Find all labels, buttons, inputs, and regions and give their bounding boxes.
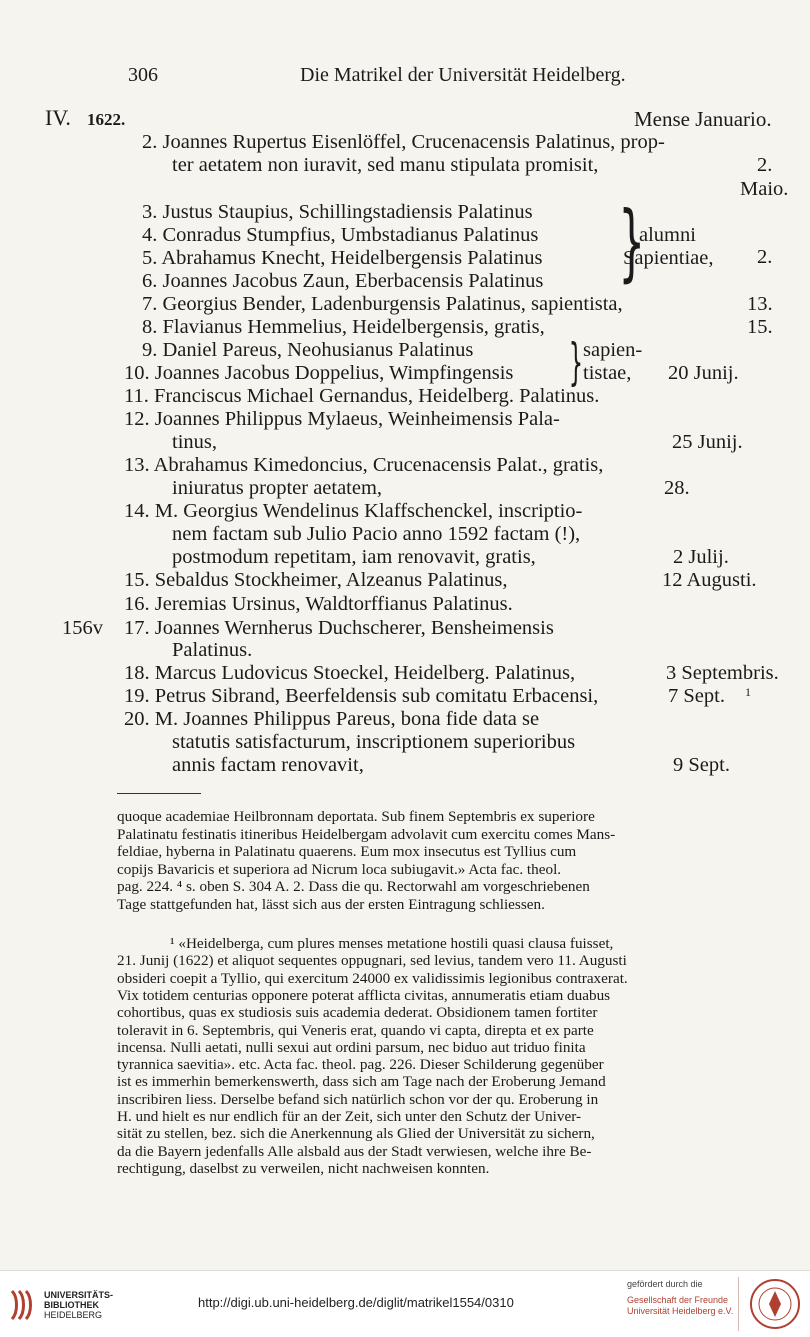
footnote-line: tyrannica saevitia». etc. Acta fac. theol. pag. 226. Dieser Schilderung gegenüber	[117, 1056, 604, 1074]
entry-line: statutis satisfacturum, inscriptionem superioribus	[172, 731, 576, 753]
section-month: Mense Januario.	[634, 107, 772, 131]
entry-date: 13.	[747, 293, 773, 315]
entry-line: 2. Joannes Rupertus Eisenlöffel, Crucenacensis Palatinus, prop-	[142, 131, 665, 153]
entry-line: 12. Joannes Philippus Mylaeus, Weinheimensis Pala-	[124, 408, 560, 430]
entry-line: 18. Marcus Ludovicus Stoeckel, Heidelberg. Palatinus,	[124, 662, 576, 684]
library-name-1: UNIVERSITÄTS-	[44, 1290, 114, 1300]
library-name-3: HEIDELBERG	[44, 1310, 103, 1320]
section-year: 1622.	[87, 110, 126, 129]
footnote-ref: 1	[745, 685, 751, 699]
footnote-line: toleravit in 6. Septembris, qui Veneris erat, quando vi capta, direpta et ex parte	[117, 1021, 594, 1039]
entry-line: 11. Franciscus Michael Gernandus, Heidelberg. Palatinus.	[124, 385, 600, 407]
entry-line: 9. Daniel Pareus, Neohusianus Palatinus	[142, 339, 474, 361]
entry-date: 3 Septembris.	[666, 662, 779, 684]
entry-line: 3. Justus Staupius, Schillingstadiensis Palatinus	[142, 201, 533, 223]
footnote-line: pag. 224. ⁴ s. oben S. 304 A. 2. Dass die qu. Rectorwahl am vorgeschriebenen	[117, 878, 590, 896]
entry-date: 15.	[747, 316, 773, 338]
footnote-line: sität zu stellen, bez. sich die Anerkennung als Glied der Universität zu sichern,	[117, 1125, 595, 1143]
brace-3-6: }	[618, 193, 646, 291]
entry-date: 2.	[757, 154, 773, 176]
footnote-line: da die Bayern jedenfalls Alle alsbald aus der Stadt verwiesen, welche ihre Be-	[117, 1142, 592, 1160]
footnote-line: rechtigung, daselbst zu verweilen, nicht nachweisen konnten.	[117, 1159, 490, 1177]
footnote-line: ¹ «Heidelberga, cum plures menses metatione hostili quasi clausa fuisset,	[170, 935, 614, 952]
footnote-line: quoque academiae Heilbronnam deportata. Sub finem Septembris ex superiore	[117, 808, 595, 825]
entry-line: 7. Georgius Bender, Ladenburgensis Palatinus, sapientista,	[142, 293, 623, 315]
entry-line: nem factam sub Julio Pacio anno 1592 factam (!),	[172, 523, 581, 545]
footnote-line: Vix totidem centurias opponere poterat afflicta civitas, annumeratis etiam duabus	[117, 986, 611, 1004]
entry-date: sapien-	[583, 339, 643, 361]
brace-9-10: }	[568, 333, 584, 391]
running-title: Die Matrikel der Universität Heidelberg.	[300, 64, 626, 86]
sponsor-line-3: Universität Heidelberg e.V.	[627, 1306, 734, 1316]
library-logo-icon	[8, 1287, 38, 1323]
entry-date: 25 Junij.	[672, 431, 743, 453]
footnote-line: Tage stattgefunden hat, lässt sich aus der ersten Eintragung schliessen.	[117, 896, 545, 913]
entry-line: 20. M. Joannes Philippus Pareus, bona fide data se	[124, 708, 540, 730]
entry-line: postmodum repetitam, iam renovavit, gratis,	[172, 546, 536, 568]
entry-date: alumni	[639, 224, 696, 246]
page-number: 306	[128, 64, 158, 86]
entry-date: Sapientiae,	[623, 247, 714, 269]
marginal-folio: 156v	[62, 617, 103, 639]
footnote-line: copijs Bavaricis et superiora ad Nicrum loca subiugavit.» Acta fac. theol.	[117, 860, 562, 878]
entry-line: 17. Joannes Wernherus Duchscherer, Bensheimensis	[124, 617, 554, 639]
entry-line: 14. M. Georgius Wendelinus Klaffschenckel, inscriptio-	[124, 500, 583, 522]
entry-date: 28.	[664, 477, 690, 499]
entry-date: 9 Sept.	[673, 754, 730, 776]
date-sapientiae: 2.	[757, 246, 773, 268]
sponsor-line-2: Gesellschaft der Freunde	[627, 1295, 729, 1305]
section-roman: IV.	[45, 105, 71, 130]
entry-line: 16. Jeremias Ursinus, Waldtorffianus Palatinus.	[124, 593, 513, 615]
footnote-line: feldiae, hyberna in Palatinatu quaerens. Eum mox insecutus est Tyllius cum	[117, 843, 577, 861]
entry-line: iniuratus propter aetatem,	[172, 477, 383, 499]
footnote-rule	[117, 793, 201, 794]
footnote-line: 21. Junij (1622) et aliquot sequentes oppugnari, sed levius, tandem vero 11. Augusti	[117, 952, 627, 970]
footnote-line: incensa. Nulli aetati, nulli sexui aut ordini parsum, nec biduo aut triduo finita	[117, 1038, 586, 1056]
entry-line: 10. Joannes Jacobus Doppelius, Wimpfingensis	[124, 362, 514, 384]
entry-line: tinus,	[172, 431, 217, 453]
university-seal-icon	[748, 1277, 802, 1331]
footnote-line: obsideri coepit a Tyllio, qui exercitum 24000 ex validissimis legionibus contraxerat.	[117, 969, 628, 987]
entry-line: 19. Petrus Sibrand, Beerfeldensis sub comitatu Erbacensi,	[124, 685, 599, 707]
footnote-line: ist es immerhin bemerkenswerth, dass sich am Tage nach der Eroberung Jemand	[117, 1073, 606, 1091]
entry-line: 13. Abrahamus Kimedoncius, Crucenacensis Palat., gratis,	[124, 454, 604, 476]
entry-date: 12 Augusti.	[662, 569, 757, 591]
footnote-line: Palatinatu festinatis itineribus Heidelbergam advolavit cum exercitu comes Mans-	[117, 825, 616, 843]
entry-line: 4. Conradus Stumpfius, Umbstadianus Palatinus	[142, 224, 539, 246]
entry-line: 8. Flavianus Hemmelius, Heidelbergensis, gratis,	[142, 316, 545, 338]
entry-date: 2 Julij.	[673, 546, 729, 568]
permalink[interactable]: http://digi.ub.uni-heidelberg.de/diglit/matrikel1554/0310	[198, 1295, 514, 1310]
entry-line: Palatinus.	[172, 639, 253, 661]
footnote-line: cohortibus, quas ex studiosis suis academia dederat. Obsidionem tamen fortiter	[117, 1004, 598, 1022]
entry-date: tistae,	[583, 362, 632, 384]
entry-date: Maio.	[740, 178, 789, 200]
date-9-10: 20 Junij.	[668, 362, 739, 384]
footer-divider	[738, 1277, 739, 1331]
entry-date: 7 Sept.	[668, 685, 725, 707]
entry-line: 6. Joannes Jacobus Zaun, Eberbacensis Palatinus	[142, 270, 544, 292]
entry-line: annis factam renovavit,	[172, 754, 364, 776]
footnote-line: inscribiren liess. Derselbe befand sich natürlich schon vor der qu. Eroberung in	[117, 1090, 599, 1108]
entry-line: 15. Sebaldus Stockheimer, Alzeanus Palatinus,	[124, 569, 508, 591]
sponsor-line-1: gefördert durch die	[627, 1279, 703, 1289]
library-name-2: BIBLIOTHEK	[44, 1300, 99, 1310]
footer-bar	[0, 1270, 810, 1337]
entry-line: 5. Abrahamus Knecht, Heidelbergensis Palatinus	[142, 247, 543, 269]
entry-line: ter aetatem non iuravit, sed manu stipulata promisit,	[172, 154, 599, 176]
footnote-line: H. und hielt es nur endlich für an der Zeit, sich unter den Schutz der Univer-	[117, 1108, 582, 1125]
